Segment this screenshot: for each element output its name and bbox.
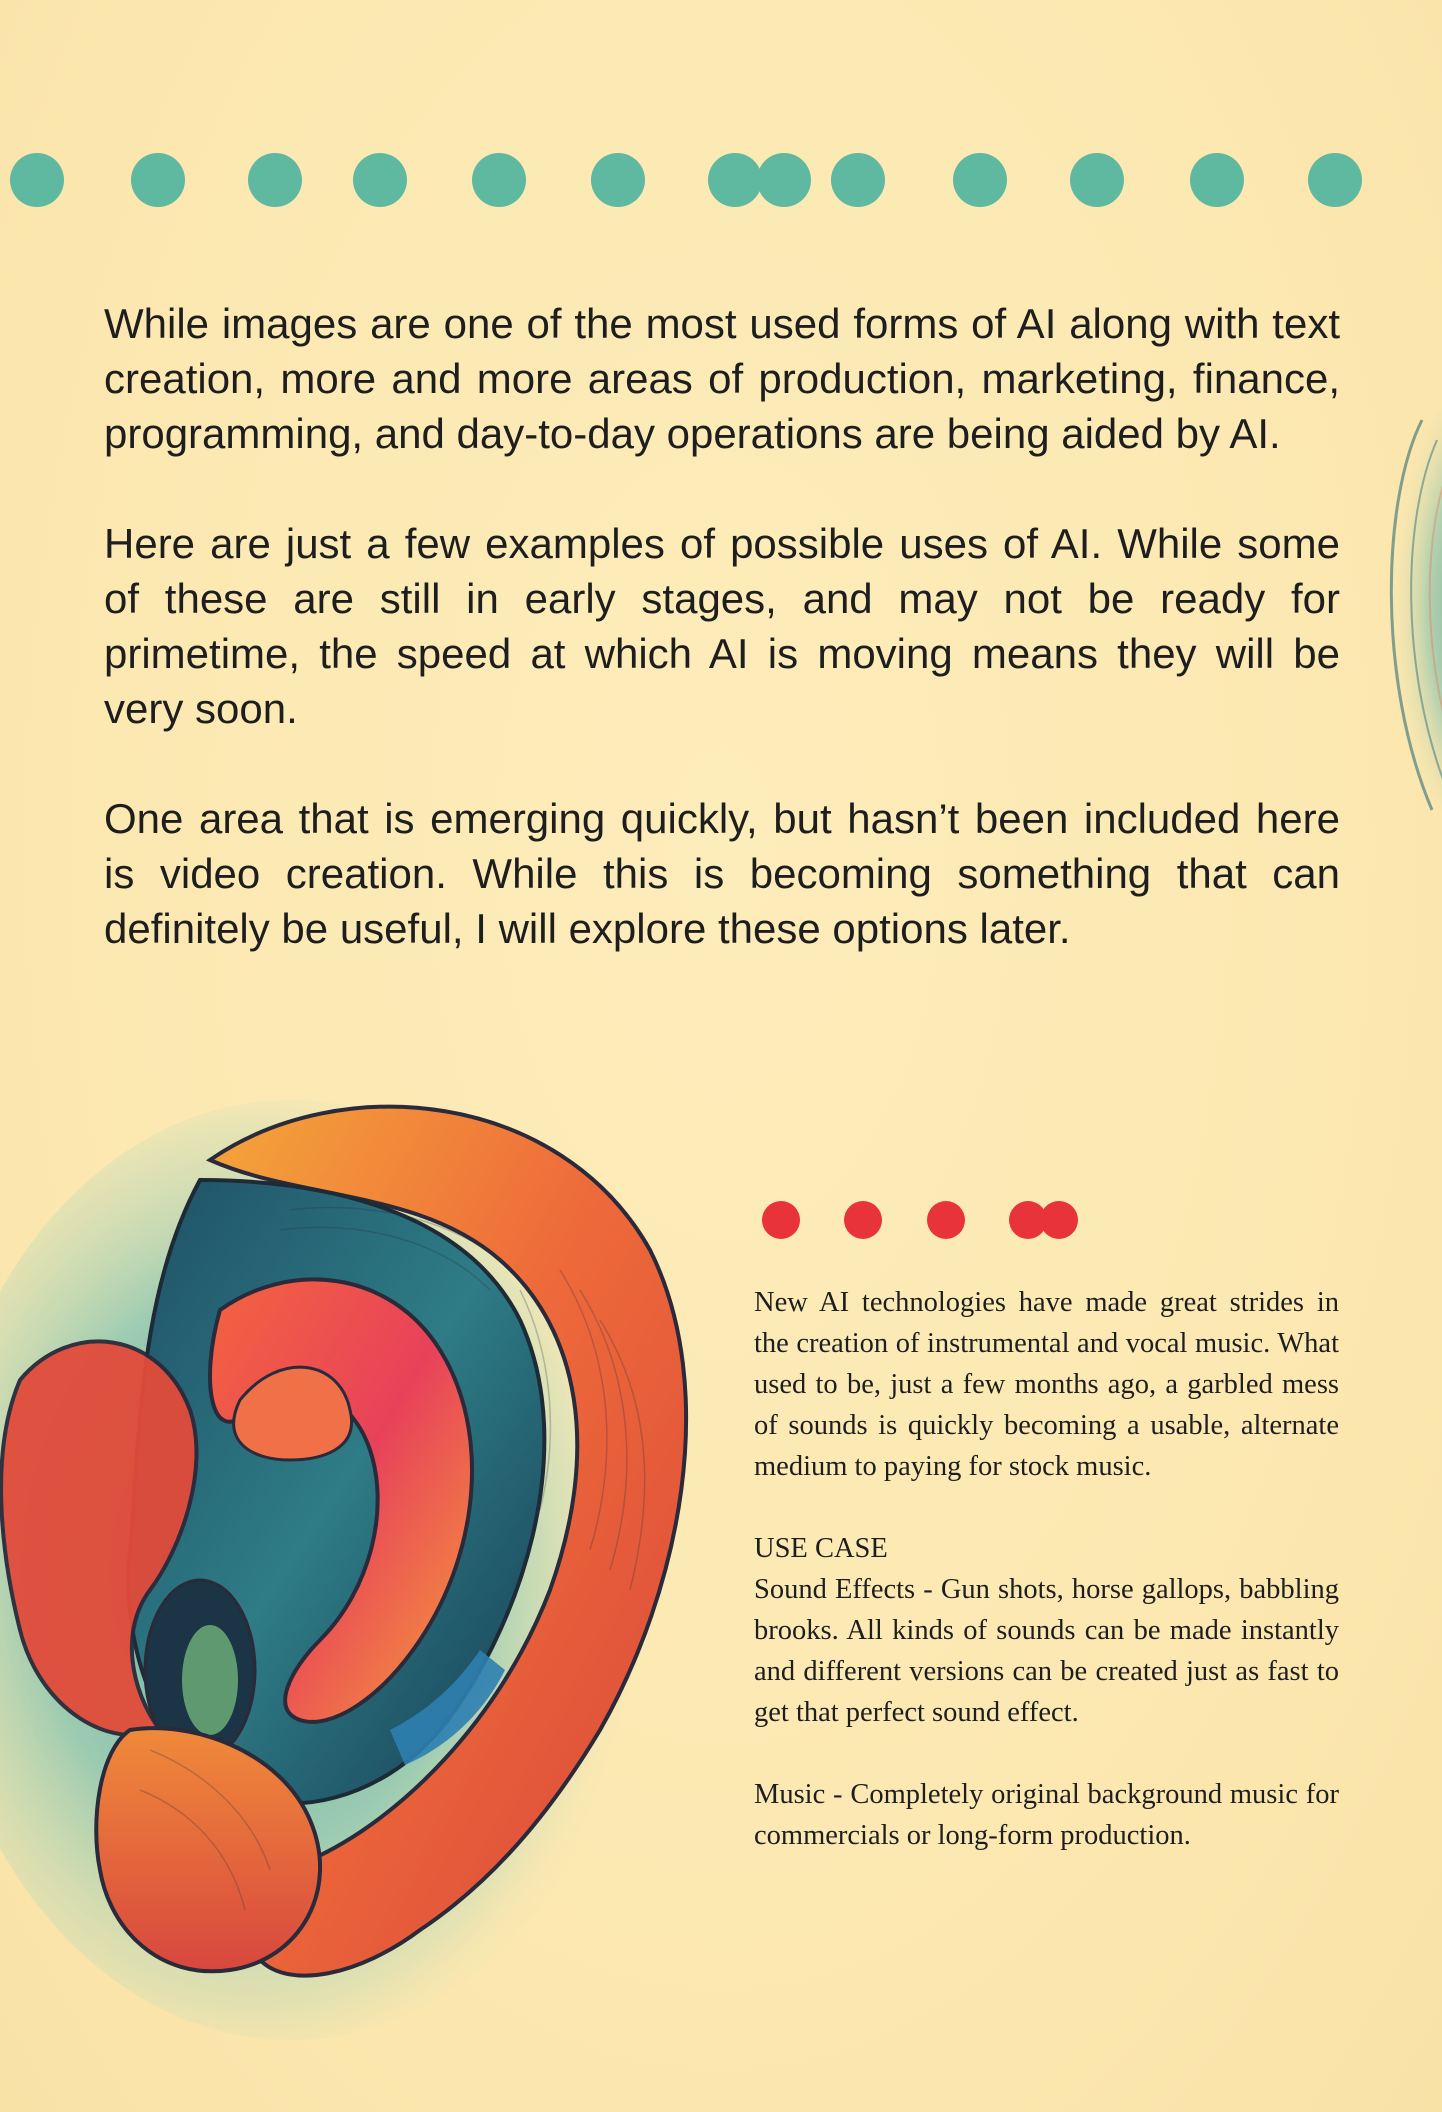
teal-dot (757, 153, 811, 207)
use-case-sound-effects: Sound Effects - Gun shots, horse gallops, babbling brooks. All kinds of sounds can be made instantly and different versions can be created just as fast to get that perfect sound effect. (754, 1574, 1339, 1728)
red-dot-row (750, 1195, 1150, 1245)
music-description: New AI technologies have made great strides in the creation of instrumental and vocal music. What used to be, just a few months ago, a garbled mess of sounds is quickly becoming a usable, alternate medium to paying for stock music. (754, 1287, 1339, 1482)
teal-dot-row (0, 0, 1442, 260)
spacer (754, 1733, 1339, 1774)
red-dot (844, 1201, 882, 1239)
use-case-music: Music - Completely original background music for commercials or long-form production. (754, 1779, 1339, 1851)
teal-dot (953, 153, 1007, 207)
intro-text (104, 296, 1340, 956)
teal-dot (248, 153, 302, 207)
teal-dot (131, 153, 185, 207)
teal-dot (831, 153, 885, 207)
use-case-heading: USE CASE (754, 1533, 888, 1564)
edge-illustration (1362, 380, 1442, 840)
red-dot (1040, 1201, 1078, 1239)
red-dot (927, 1201, 965, 1239)
teal-dot (591, 153, 645, 207)
spacer (754, 1487, 1339, 1528)
teal-dot (1308, 153, 1362, 207)
teal-dot (472, 153, 526, 207)
teal-dot (10, 153, 64, 207)
teal-dot (1190, 153, 1244, 207)
teal-dot (1070, 153, 1124, 207)
intro-paragraph: Here are just a few examples of possible uses of AI. While some of these are still in early stages, and may not be ready for primetime, the speed at which AI is moving means they will be very soon. (104, 520, 1340, 732)
teal-dot (708, 153, 762, 207)
red-dot (762, 1201, 800, 1239)
intro-paragraph: While images are one of the most used forms of AI along with text creation, more and more areas of production, marketing, finance, programming, and day-to-day operations are being aided by AI. (104, 300, 1340, 457)
teal-dot (353, 153, 407, 207)
music-section (754, 1282, 1339, 1856)
ear-illustration (0, 1030, 720, 2050)
intro-paragraph: One area that is emerging quickly, but hasn’t been included here is video creation. While this is becoming something that can definitely be useful, I will explore these options later. (104, 795, 1340, 952)
